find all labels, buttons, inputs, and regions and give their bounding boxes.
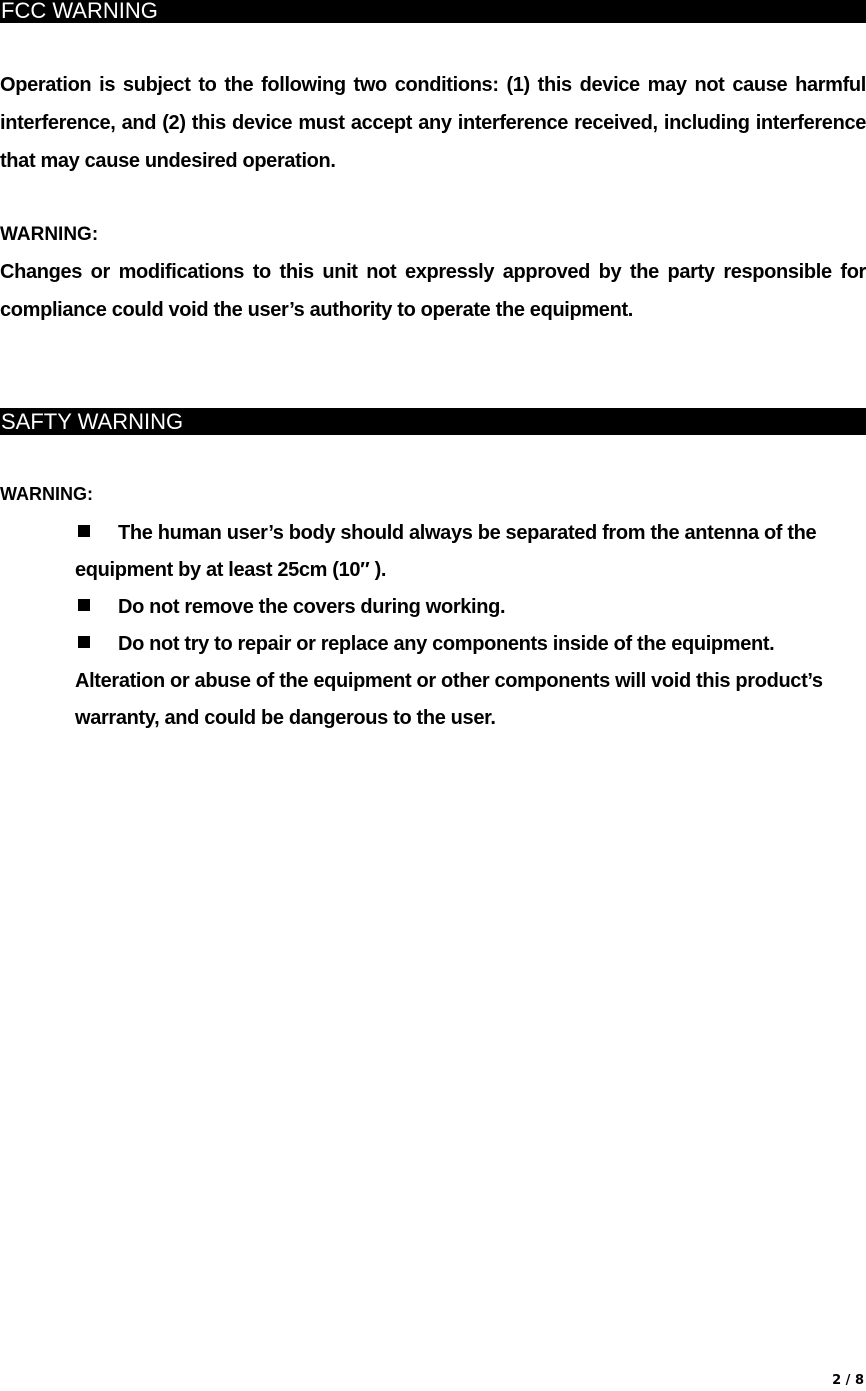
page-number: 2 / 8	[832, 1373, 864, 1388]
list-item	[75, 626, 860, 737]
fcc-warning-heading: FCC WARNING	[0, 0, 866, 23]
fcc-warning-label: WARNING:	[0, 224, 99, 245]
bullet-text: Do not remove the covers during working.	[118, 596, 506, 618]
square-bullet-icon	[78, 525, 90, 537]
bullet-text: The human user’s body should always be separated from the antenna of the equipment by at least 25cm (10″ ).	[75, 522, 817, 581]
safety-warning-label: WARNING:	[0, 484, 93, 504]
bullet-text: Do not try to repair or replace any components inside of the equipment. Alteration or abuse of the equipment or other components will void this product’s warranty, and could be dangerous to the user.	[75, 633, 823, 729]
square-bullet-icon	[78, 599, 90, 611]
fcc-changes-paragraph: Changes or modifications to this unit not expressly approved by the party responsible for compliance could void the user’s authority to operate the equipment.	[0, 261, 866, 321]
square-bullet-icon	[78, 636, 90, 648]
fcc-conditions-paragraph: Operation is subject to the following two conditions: (1) this device may not cause harmful interference, and (2) this device must accept any interference received, including interference that may cause undesired operation.	[0, 74, 866, 172]
safety-warning-heading: SAFTY WARNING	[0, 408, 866, 435]
list-item	[75, 515, 860, 589]
list-item	[75, 589, 860, 626]
safety-bullet-list	[75, 515, 860, 737]
